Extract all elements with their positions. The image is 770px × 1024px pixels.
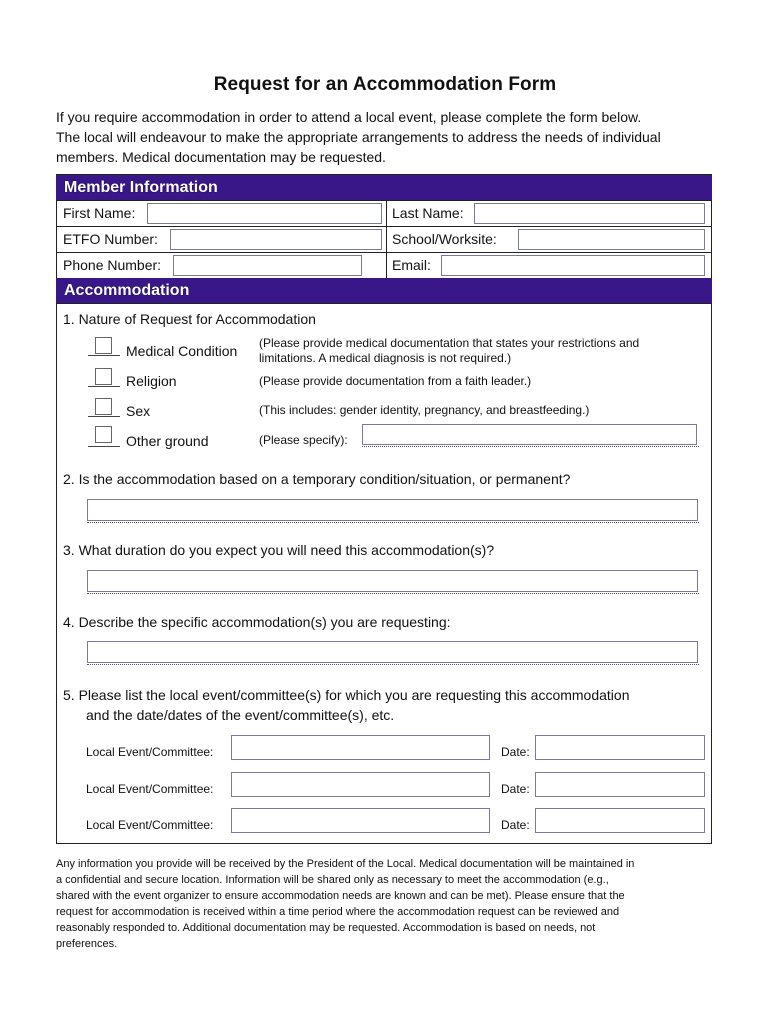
date-field-1[interactable] [535,735,705,760]
school-worksite-field[interactable] [518,229,705,250]
sex-note: (This includes: gender identity, pregnancy, and breastfeeding.) [259,403,590,417]
first-name-field[interactable] [147,203,382,224]
notice-line: preferences. [56,938,118,950]
question-2: 2. Is the accommodation based on a temporary condition/situation, or permanent? [63,471,571,487]
member-information-heading: Member Information [56,175,712,201]
religion-checkbox[interactable] [95,368,112,385]
checkbox-underline [88,355,120,356]
row-divider [56,200,712,201]
other-ground-specify-field[interactable] [362,424,697,445]
phone-number-label: Phone Number: [63,257,162,273]
local-event-label: Local Event/Committee: [86,745,214,759]
email-label: Email: [392,257,431,273]
accommodation-heading: Accommodation [56,278,712,304]
phone-number-field[interactable] [173,255,362,276]
answer-underline [87,593,699,594]
first-name-label: First Name: [63,205,136,221]
checkbox-underline [88,446,120,447]
date-label: Date: [501,782,530,796]
checkbox-underline [88,386,120,387]
other-ground-checkbox[interactable] [95,426,112,443]
notice-line: a confidential and secure location. Information will be shared only as necessary to meet the accommodation (e.g., [56,874,609,886]
email-field[interactable] [441,255,705,276]
intro-paragraph [56,107,726,167]
etfo-number-label: ETFO Number: [63,231,158,247]
local-event-field-2[interactable] [231,772,490,797]
date-label: Date: [501,818,530,832]
etfo-number-field[interactable] [170,229,382,250]
duration-field[interactable] [87,570,698,592]
section-divider [56,303,712,304]
school-worksite-label: School/Worksite: [392,231,497,247]
answer-underline [87,522,699,523]
last-name-label: Last Name: [392,205,464,221]
answer-underline [87,664,699,665]
religion-label: Religion [126,373,177,389]
intro-line: If you require accommodation in order to attend a local event, please complete the form below. [56,109,642,125]
column-divider [386,200,387,278]
medical-condition-label: Medical Condition [126,343,238,359]
local-event-label: Local Event/Committee: [86,818,214,832]
specific-accommodation-field[interactable] [87,641,698,663]
date-field-3[interactable] [535,808,705,833]
checkbox-underline [88,416,120,417]
question-1: 1. Nature of Request for Accommodation [63,311,316,327]
date-field-2[interactable] [535,772,705,797]
question-5: 5. Please list the local event/committee(s) for which you are requesting this accommodation [63,687,630,703]
notice-line: reasonably responded to. Additional documentation may be requested. Accommodation is based on needs, not [56,922,596,934]
medical-condition-note: (Please provide medical documentation that states your restrictions and [259,336,640,350]
sex-checkbox[interactable] [95,398,112,415]
row-divider [56,226,712,227]
form-title: Request for an Accommodation Form [213,74,557,95]
local-event-field-1[interactable] [231,735,490,760]
date-label: Date: [501,745,530,759]
notice-line: request for accommodation is received within a time period where the accommodation request can be reviewed and [56,906,620,918]
last-name-field[interactable] [474,203,705,224]
temporary-or-permanent-field[interactable] [87,499,698,521]
intro-line: The local will endeavour to make the appropriate arrangements to address the needs of individual [56,129,661,145]
sex-label: Sex [126,403,151,419]
question-3: 3. What duration do you expect you will need this accommodation(s)? [63,542,495,558]
medical-condition-checkbox[interactable] [95,337,112,354]
question-4: 4. Describe the specific accommodation(s) you are requesting: [63,614,451,630]
local-event-field-3[interactable] [231,808,490,833]
religion-note: (Please provide documentation from a faith leader.) [259,374,532,388]
notice-line: shared with the event organizer to ensure accommodation needs are known and can be met). Please ensure that the [56,890,625,902]
question-5-continued: and the date/dates of the event/committee(s), etc. [86,707,395,723]
medical-condition-note: limitations. A medical diagnosis is not required.) [259,351,512,365]
other-ground-note: (Please specify): [259,433,348,447]
intro-line: members. Medical documentation may be requested. [56,149,386,165]
local-event-label: Local Event/Committee: [86,782,214,796]
other-ground-label: Other ground [126,433,209,449]
specify-underline [362,446,699,447]
notice-line: Any information you provide will be received by the President of the Local. Medical documentation will be maintained in [56,858,635,870]
row-divider [56,252,712,253]
privacy-notice [56,856,721,952]
